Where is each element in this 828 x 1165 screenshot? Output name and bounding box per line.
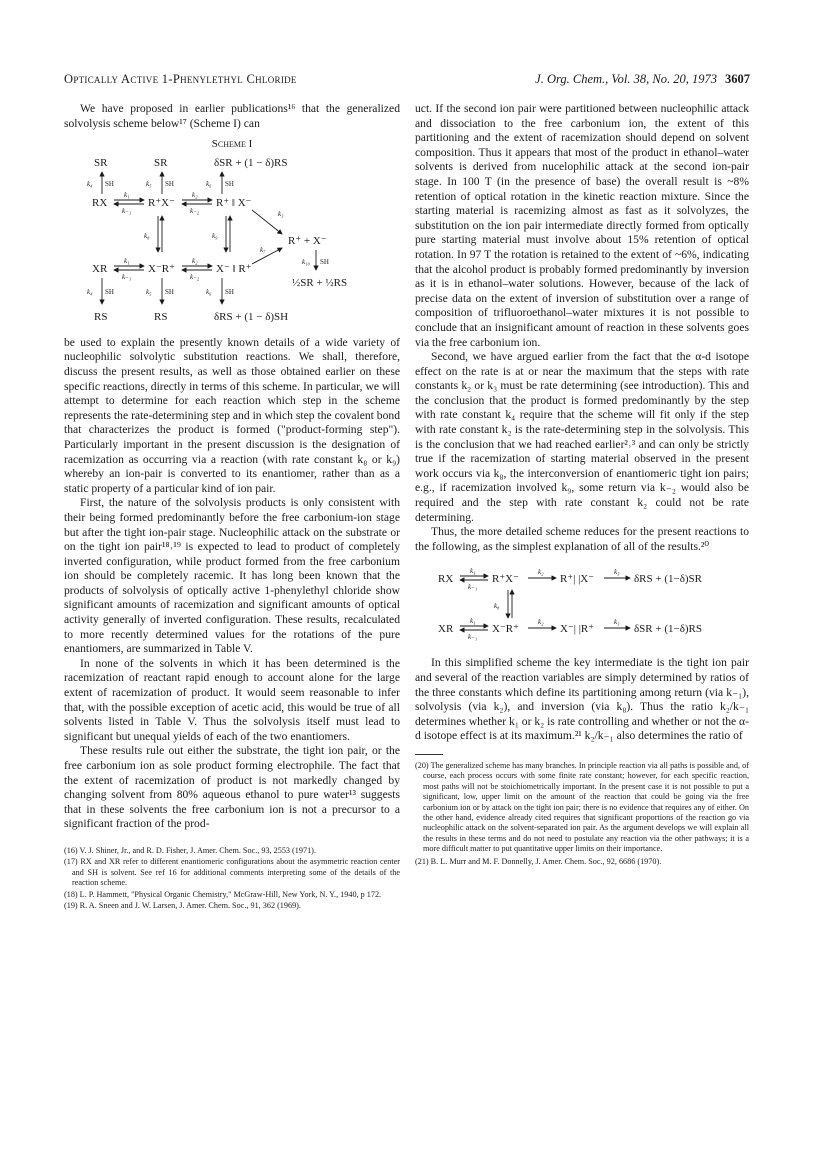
label-k6: k₆ [206,287,212,296]
product-mixture-2: δSR + (1−δ)RS [634,623,703,636]
species-solvent-separated-pair-2: X⁻ ‖ R⁺ [216,262,252,275]
label-k1: k₁ [124,256,130,265]
label-km1: k₋₁ [468,633,478,642]
label-k1: k₁ [470,617,476,626]
label-k8: k₈ [494,602,500,611]
label-km2: k₋₂ [190,206,200,215]
paragraph: uct. If the second ion pair were partitioned between nucleophilic attack and dissociation to the free carbonium ion, the extent of this partitioning and the extent of racemization should depend on solvent composition. Thus it appears that most of the product in ethanol–water solvents is derived from nucelophilic attack at the second ion-pair stage. In 100 T (in the presence of base) the overall result is ~8% retention of optical rotation in the kinetic reaction mixture. Since the starting material is racemizing almost as fast as it solvolyzes, the substitution on the ion pair intermediate directly formed from optically pure starting material must involve about 15% retention of optical rotation. In 97 T the rotation is retained to the extent of ~6%, indicating that the alcohol product is probably formed predominantly by inversion as it is in ethanol–water solutions. However, because of the lack of precise data on the extent of inversion of substitution over a range of composition of trifluoroethanol–water mixtures it is not possible to conclude that an insignificant amount of reaction in these solvents goes via the free carbonium ion. [415,102,749,349]
label-sh: SH [225,179,234,188]
label-k1: k₁ [124,190,130,199]
label-sh: SH [320,257,329,266]
product-mixed-bottom: δRS + (1 − δ)SH [214,310,289,323]
paragraph: These results rule out either the substrate, the tight ion pair, or the free carbonium ion as sole product forming electrophile. The fact that the extent of racemization of product is not markedly changed by changing solvent from 80% aqueous ethanol to pure water¹³ suggests that in these solvents the free carbonium ion is not a precursor to a significant fraction of the prod- [64,744,400,831]
running-title: Optically Active 1-Phenylethyl Chloride [64,72,297,86]
scheme-title: Scheme I [211,138,253,151]
species-tight-ion-pair: R⁺X⁻ [492,573,519,586]
label-sh: SH [165,287,174,296]
footnote-rule [415,754,443,755]
label-k5: k₅ [146,179,152,188]
species-solvent-separated-pair-2: X⁻| |R⁺ [560,623,595,636]
label-km1: k₋₁ [122,272,132,281]
label-k10: k₁₀ [302,257,310,266]
species-solvent-separated-pair: R⁺ ‖ X⁻ [216,196,252,209]
paragraph: be used to explain the presently known details of a wide variety of nucleophilic solvolytic substitution reactions. We shall, therefore, discuss the present results, as well as those obtained earlier on these specific reactions, directly in terms of this scheme. In particular, we will attempt to determine for each reaction which step in the scheme represents the rate-determining step and in which step the covalent bond that characterizes the product is formed ("product-forming step"). Particularly important in the present discussion is the designation of racemization as occurring via a reaction (with rate constant k₈ or k₉) whereby an ion-pair is converted to its enantiomer, rather than as a static property of a particular kind of ion pair. [64,335,400,495]
species-tight-ion-pair: R⁺X⁻ [148,196,175,209]
label-km1: k₋₁ [122,206,132,215]
footnote: (17) RX and XR refer to different enantiomeric configurations about the asymmetric reaction center and SH is solvent. See ref 16 for additional comments interpreting some of the details of the reaction scheme. [64,857,400,888]
product-rs-2: RS [154,310,168,323]
label-sh: SH [225,287,234,296]
label-k3: k₃ [278,209,284,218]
product-sr-2: SR [154,156,168,169]
label-k7: k₇ [260,245,266,254]
paragraph: Thus, the more detailed scheme reduces for the present reactions to the following, as the simplest explanation of all of the results.²⁰ [415,525,749,553]
left-column [64,102,400,912]
label-k6: k₆ [206,179,212,188]
product-rs-1: RS [94,310,108,323]
footnote: (20) The generalized scheme has many branches. In principle reaction via all paths is possible and, of course, each process occurs with some finite rate constant; however, for each specific reaction, most paths will not be stoichiometrically important. In the present case it is not possible to put a significant, low, upper limit on the amount of the reaction that could be going via the free carbonium ion or by attack on the tight ion pair; there is no evidence that requires any of either. On the other hand, evidence already cited requires that significant proportions of the reaction go via nucleophilic attack on the solvent-separated ion pair. As the argument develops we will explain all the results in these terms and do not need to postulate any reaction via the other pathways; it is a more difficult matter to put quantitative upper limits on their importance. [415,760,749,854]
species-tight-ion-pair-2: X⁻R⁺ [492,623,519,636]
right-column [415,102,749,868]
species-rx: RX [92,196,108,209]
label-km2: k₋₂ [190,272,200,281]
journal-citation [535,72,750,87]
label-sh: SH [105,179,114,188]
product-sr-1: SR [94,156,108,169]
label-k8: k₈ [144,231,150,240]
paragraph: Second, we have argued earlier from the fact that the α-d isotope effect on the rate is at or near the maximum that the steps with rate constants k₂ or k₃ must be rate determining (see introduction). This and the conclusion that the product is formed predominantly by the step with rate constant k₄ require that the scheme will fit only if the step with rate constant k₂ is the rate-determining step in the solvolysis. This is the conclusion that we had reached earlier²˒³ and can only be strictly true if the racemization of starting material observed in the present work occurs via k₈, the interconversion of enantiomeric tight ion pairs; e.g., if racemization involved k₉, some return via k₋₂ would also be required and the step with rate constant k₂ could not be rate determining. [415,350,749,524]
species-xr: XR [92,262,108,275]
product-mixed-top: δSR + (1 − δ)RS [214,156,288,169]
label-k9: k₉ [212,231,218,240]
label-k4: k₄ [87,287,93,296]
page-number: 3607 [725,72,750,86]
running-head [64,72,750,92]
species-rx: RX [438,573,454,586]
paragraph: In this simplified scheme the key intermediate is the tight ion pair and several of the reaction variables are simply determined by ratios of the three constants which define its partitioning among return (via k₋₁), solvolysis (via k₂), and inversion (via k₈). Thus the ratio k₂/k₋₁ determines whether k₁ or k₂ is rate controlling and whether or not the α-d isotope effect is at its maximum.²¹ k₂/k₋₁ also determines the ratio of [415,656,749,743]
paragraph: In none of the solvents in which it has been determined is the racemization of reactant rapid enough to account alone for the large extent of racemization of product. It would seem reasonable to infer that, with the possible exception of acetic acid, this would be true of all solvents listed in Table V. Thus the solvolysis itself must lead to significant but unequal yields of each of the two enantiomers. [64,656,400,743]
species-xr: XR [438,623,454,636]
species-solvent-separated-pair: R⁺| |X⁻ [560,573,595,586]
label-k2: k₂ [192,256,198,265]
paragraph: First, the nature of the solvolysis products is only consistent with their being formed predominantly before the free carbonium-ion stage but after the tight ion-pair stage. Nucleophilic attack on the substrate or on the tight ion pair¹⁸˒¹⁹ is expected to lead to product of completely inverted configuration, while product formed from the free carbonium ion should be completely racemic. It has long been known that the products of solvolysis of optically active 1-phenylethyl chloride show significant amounts of racemization and significant amounts of optical activity generally of inverted configuration. These results, recalculated to more recently determined values for the rotations of the pure enantiomers, are summarized in Table V. [64,496,400,656]
label-sh: SH [165,179,174,188]
label-k2: k₂ [538,568,544,577]
species-free-ion: R⁺ + X⁻ [288,234,327,247]
label-k4: k₄ [87,179,93,188]
label-k3: k₃ [614,618,620,627]
label-k2: k₂ [538,618,544,627]
simplified-scheme-diagram [432,562,732,650]
scheme-i-diagram [82,154,382,330]
label-k5: k₅ [146,287,152,296]
footnote: (21) B. L. Murr and M. F. Donnelly, J. Amer. Chem. Soc., 92, 6686 (1970). [415,856,662,866]
label-k3: k₃ [614,568,620,577]
paragraph: We have proposed in earlier publications¹⁶ that the generalized solvolysis scheme below¹⁷ (Scheme I) can [64,102,400,130]
product-racemic: ½SR + ½RS [292,276,348,289]
species-tight-ion-pair-2: X⁻R⁺ [148,262,175,275]
footnote: (18) L. P. Hammett, "Physical Organic Chemistry," McGraw-Hill, New York, N. Y., 1940, p 172. [64,889,382,899]
footnotes-right [415,761,749,867]
footnote: (19) R. A. Sneen and J. W. Larsen, J. Amer. Chem. Soc., 91, 362 (1969). [64,901,301,910]
label-sh: SH [105,287,114,296]
footnotes-left [64,846,400,911]
journal-name: J. Org. Chem., Vol. 38, No. 20, 1973 [535,72,717,86]
footnote: (16) V. J. Shiner, Jr., and R. D. Fisher, J. Amer. Chem. Soc., 93, 2553 (1971). [64,845,316,855]
label-km1: k₋₁ [468,583,478,592]
product-mixture-1: δRS + (1−δ)SR [634,573,703,586]
label-k2: k₂ [192,190,198,199]
label-k1: k₁ [470,567,476,576]
